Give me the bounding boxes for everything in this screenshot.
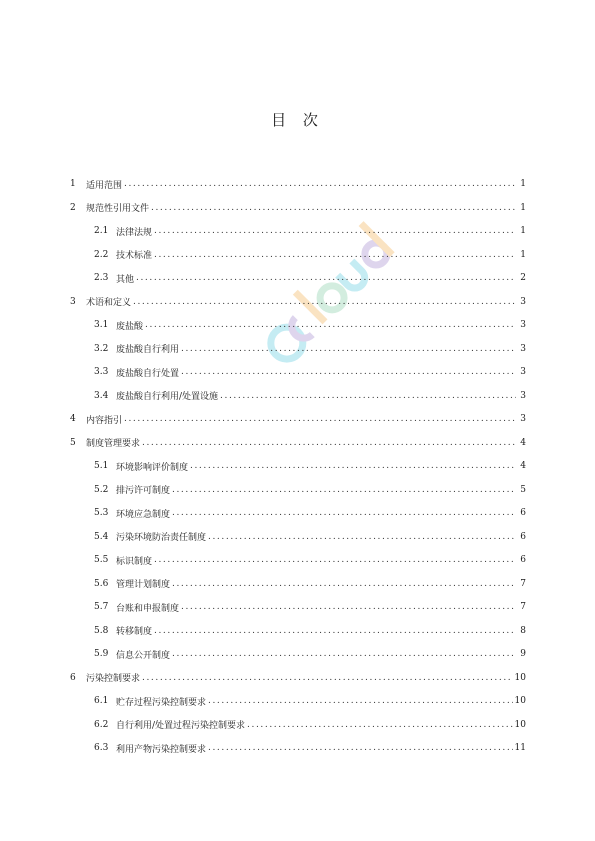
toc-entry-number: 3.1 [94,320,109,330]
toc-entry-number: 5 [70,437,76,448]
toc-dot-leader [124,412,516,426]
toc-entry-number: 2.3 [94,273,109,283]
toc-entry-page-number: 7 [520,602,526,612]
toc-dot-leader [142,436,516,450]
toc-entry-page-number: 3 [520,320,526,330]
toc-entry[interactable] [70,295,526,309]
toc-entry-number: 5.4 [94,531,109,542]
toc-entry[interactable] [94,577,526,591]
toc-dot-leader [181,600,516,614]
toc-entry-number: 6.3 [94,743,109,753]
toc-entry[interactable] [70,412,526,426]
toc-entry-page-number: 4 [520,437,526,448]
toc-entry-label: 信息公开制度 [116,650,171,661]
toc-entry-number: 3 [70,296,76,307]
toc-entry-page-number: 6 [520,508,526,518]
toc-entry[interactable] [70,671,526,685]
toc-dot-leader [154,224,516,238]
toc-entry-label: 管理计划制度 [116,580,171,590]
toc-entry[interactable] [94,224,526,238]
toc-dot-leader [172,647,516,661]
page-title: 目 次 [271,111,324,129]
toc-dot-leader [220,389,516,403]
toc-entry-label: 废盐酸 [116,321,144,332]
toc-entry-page-number: 3 [520,414,526,424]
toc-dot-leader [172,483,516,497]
toc-dot-leader [172,577,516,591]
toc-entry-number: 5.7 [94,602,109,612]
toc-entry-page-number: 2 [520,273,526,283]
toc-entry-page-number: 6 [520,555,526,565]
toc-entry[interactable] [94,624,526,638]
toc-entry-page-number: 1 [520,226,526,236]
toc-entry-label: 其他 [116,274,135,285]
toc-entry-number: 3.3 [94,367,109,377]
toc-entry[interactable] [94,718,526,732]
toc-dot-leader [181,342,516,356]
toc-entry-number: 6.1 [94,696,109,706]
toc-entry-page-number: 1 [520,202,526,213]
toc-entry-number: 5.8 [94,625,109,636]
toc-entry-page-number: 1 [520,179,526,189]
toc-entry-number: 6 [70,672,76,683]
toc-entry-page-number: 4 [520,461,526,471]
toc-entry-page-number: 9 [520,649,526,659]
toc-entry[interactable] [94,248,526,262]
toc-entry-label: 废盐酸自行处置 [116,368,180,379]
toc-entry[interactable] [94,600,526,614]
toc-entry-label: 制度管理要求 [86,439,141,449]
toc-entry-label: 内容指引 [86,415,123,426]
toc-entry-number: 6.2 [94,719,109,730]
toc-entry-number: 5.6 [94,578,109,589]
toc-entry-page-number: 3 [520,343,526,354]
toc-entry[interactable] [70,436,526,450]
toc-entry[interactable] [94,530,526,544]
toc-entry-label: 污染控制要求 [86,674,141,684]
toc-dot-leader [145,318,516,332]
toc-entry-label: 术语和定义 [86,298,132,308]
toc-dot-leader [172,506,516,520]
toc-entry-label: 废盐酸自行利用 [116,345,180,355]
toc-entry-label: 标识制度 [116,556,153,567]
toc-entry-page-number: 8 [520,625,526,636]
toc-entry-label: 法律法规 [116,227,153,238]
toc-entry-page-number: 7 [520,578,526,589]
toc-entry[interactable] [94,694,526,708]
toc-entry-page-number: 3 [520,367,526,377]
toc-entry-page-number: 10 [514,672,526,683]
toc-entry[interactable] [94,459,526,473]
toc-entry[interactable] [94,271,526,285]
toc-dot-leader [124,177,516,191]
toc-entry-label: 规范性引用文件 [86,204,150,214]
toc-dot-leader [208,530,516,544]
toc-entry[interactable] [94,741,526,755]
toc-entry-label: 台账和申报制度 [116,603,180,614]
toc-entry-page-number: 10 [514,696,526,706]
toc-entry-label: 污染环境防治责任制度 [116,533,207,543]
toc-entry[interactable] [94,506,526,520]
toc-entry-page-number: 3 [520,296,526,307]
toc-entry-number: 2.2 [94,249,109,260]
toc-entry-label: 排污许可制度 [116,486,171,496]
toc-entry-number: 3.4 [94,390,109,401]
toc-entry-page-number: 3 [520,390,526,401]
toc-entry[interactable] [94,389,526,403]
toc-entry-page-number: 6 [520,531,526,542]
toc-dot-leader [247,718,513,732]
toc-dot-leader [151,201,516,215]
toc-entry[interactable] [94,647,526,661]
toc-entry-page-number: 5 [520,484,526,495]
toc-entry-label: 转移制度 [116,627,153,637]
toc-entry-label: 贮存过程污染控制要求 [116,697,207,708]
toc-entry-number: 5.2 [94,484,109,495]
toc-entry-number: 5.3 [94,508,109,518]
toc-dot-leader [190,459,516,473]
toc-dot-leader [208,741,513,755]
toc-entry-label: 适用范围 [86,180,123,191]
toc-entry-page-number: 11 [514,743,526,753]
toc-entry-number: 4 [70,414,76,424]
toc-dot-leader [181,365,516,379]
toc-dot-leader [154,248,516,262]
toc-entry[interactable] [70,177,526,191]
toc-entry-number: 2.1 [94,226,109,236]
toc-entry-number: 5.9 [94,649,109,659]
toc-dot-leader [154,624,516,638]
toc-entry-label: 利用产物污染控制要求 [116,744,207,755]
toc-entry-label: 技术标准 [116,251,153,261]
toc-entry-number: 5.1 [94,461,109,471]
toc-dot-leader [208,694,513,708]
toc-entry-page-number: 1 [520,249,526,260]
toc-entry[interactable] [94,342,526,356]
toc-entry[interactable] [94,318,526,332]
toc-entry-number: 3.2 [94,343,109,354]
toc-entry-label: 环境应急制度 [116,509,171,520]
toc-dot-leader [136,271,516,285]
toc-entry[interactable] [70,201,526,215]
toc-entry-label: 环境影响评价制度 [116,462,189,473]
toc-entry-page-number: 10 [514,719,526,730]
toc-dot-leader [154,553,516,567]
toc-entry-number: 1 [70,179,76,189]
toc-entry[interactable] [94,483,526,497]
toc-entry-number: 5.5 [94,555,109,565]
toc-entry-label: 自行利用/处置过程污染控制要求 [116,721,246,731]
toc-entry[interactable] [94,553,526,567]
toc-dot-leader [142,671,513,685]
toc-dot-leader [133,295,516,309]
toc-entry-number: 2 [70,202,76,213]
toc-entry[interactable] [94,365,526,379]
toc-entry-label: 废盐酸自行利用/处置设施 [116,392,219,402]
